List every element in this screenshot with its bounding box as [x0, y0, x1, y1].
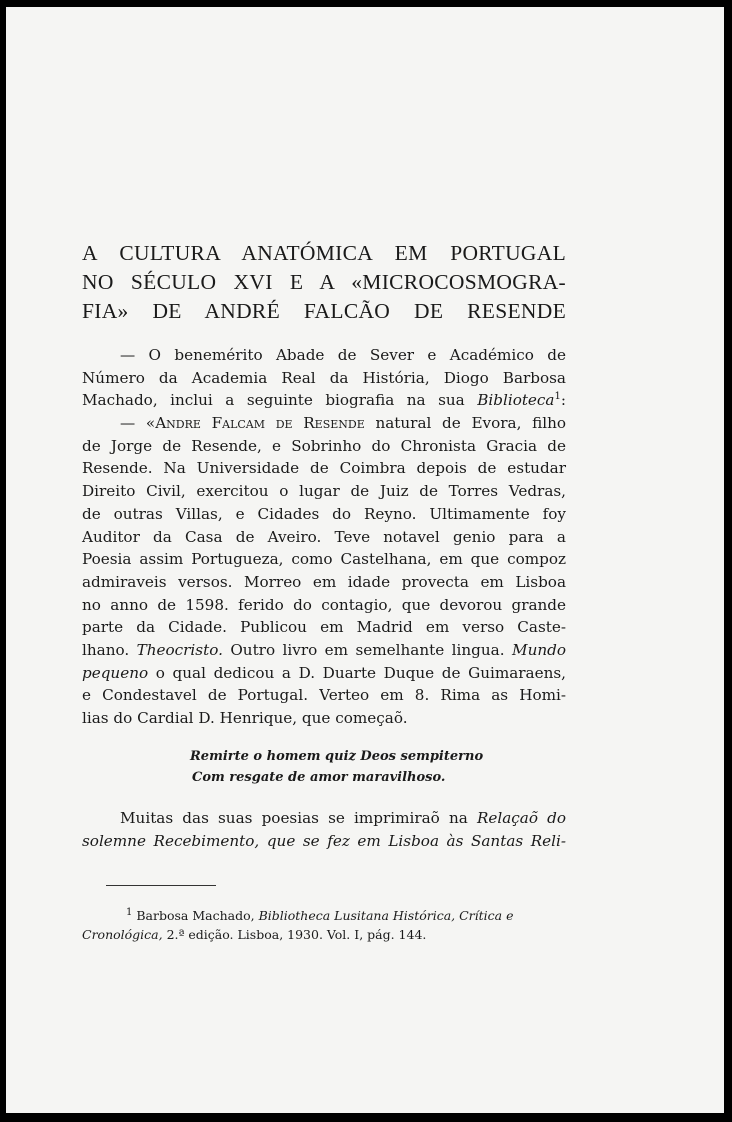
text-line: no anno de 1598. ferido do contagio, que devorou grande — [82, 595, 566, 614]
text-line: Número da Academia Real da História, Diogo Barbosa — [82, 368, 566, 387]
book-title: Biblioteca — [477, 391, 555, 410]
text-line: solemne Recebimento, que se fez em Lisboa às Santas Reli- — [82, 831, 566, 850]
footnote-line: Cronológica, 2.ª edição. Lisboa, 1930. Vol. I, pág. 144. — [82, 927, 427, 942]
text-line: de Jorge de Resende, e Sobrinho do Chronista Gracia de — [82, 436, 566, 455]
footnote-line: $^1$ Barbosa Machado, Bibliotheca Lusitana Histórica, Crítica e — [126, 906, 514, 923]
author-name: Andre Falcam de Resende — [155, 414, 365, 432]
text-line: lias do Cardial D. Henrique, que começaõ. — [82, 709, 408, 728]
footnote-marker: 1 — [126, 906, 133, 918]
title-line: FIA» DE ANDRÉ FALCÃO DE RESENDE — [82, 299, 566, 323]
document-page — [6, 7, 724, 1113]
paragraph-poetry — [82, 807, 566, 852]
text-line: Auditor da Casa de Aveiro. Teve notavel genio para a — [82, 527, 566, 546]
text-line: Machado, inclui a seguinte biografia na sua Biblioteca$^1$: — [82, 391, 566, 410]
footnote-ref: 1 — [554, 391, 561, 403]
footnote — [82, 906, 566, 944]
text-line: lhano. Theocristo. Outro livro em semelhante lingua. Mundo — [82, 641, 566, 660]
text-line: admiraveis versos. Morreo em idade provecta em Lisboa — [82, 572, 566, 591]
text-line: Resende. Na Universidade de Coimbra depois de estudar — [82, 459, 566, 478]
verse-line: Remirte o homem quiz Deos sempiterno — [190, 749, 484, 764]
paragraph-intro — [82, 344, 566, 412]
text-line: — «Andre Falcam de Resende natural de Evora, filho — [120, 414, 567, 432]
page-title — [82, 239, 566, 326]
text-line: parte da Cidade. Publicou em Madrid em verso Caste- — [82, 618, 566, 637]
text-line: de outras Villas, e Cidades do Reyno. Ultimamente foy — [82, 504, 566, 523]
text-line: — O benemérito Abade de Sever e Académico de — [120, 346, 566, 364]
text-line: e Condestavel de Portugal. Verteo em 8. Rima as Homi- — [82, 686, 566, 705]
text-line: pequeno o qual dedicou a D. Duarte Duque de Guimaraens, — [82, 663, 566, 682]
text-line: Direito Civil, exercitou o lugar de Juiz de Torres Vedras, — [82, 482, 566, 501]
verse-line: Com resgate de amor maravilhoso. — [192, 770, 446, 785]
paragraph-quotation — [82, 412, 566, 730]
text-line: Poesia assim Portugueza, como Castelhana, em que compoz — [82, 550, 566, 569]
title-line: NO SÉCULO XVI E A «MICROCOSMOGRA- — [82, 270, 566, 294]
footnote-divider — [106, 885, 216, 886]
verse-quote — [190, 746, 483, 788]
title-line: A CULTURA ANATÓMICA EM PORTUGAL — [82, 241, 566, 265]
text-line: Muitas das suas poesias se imprimiraõ na Relaçaõ do — [120, 809, 567, 827]
